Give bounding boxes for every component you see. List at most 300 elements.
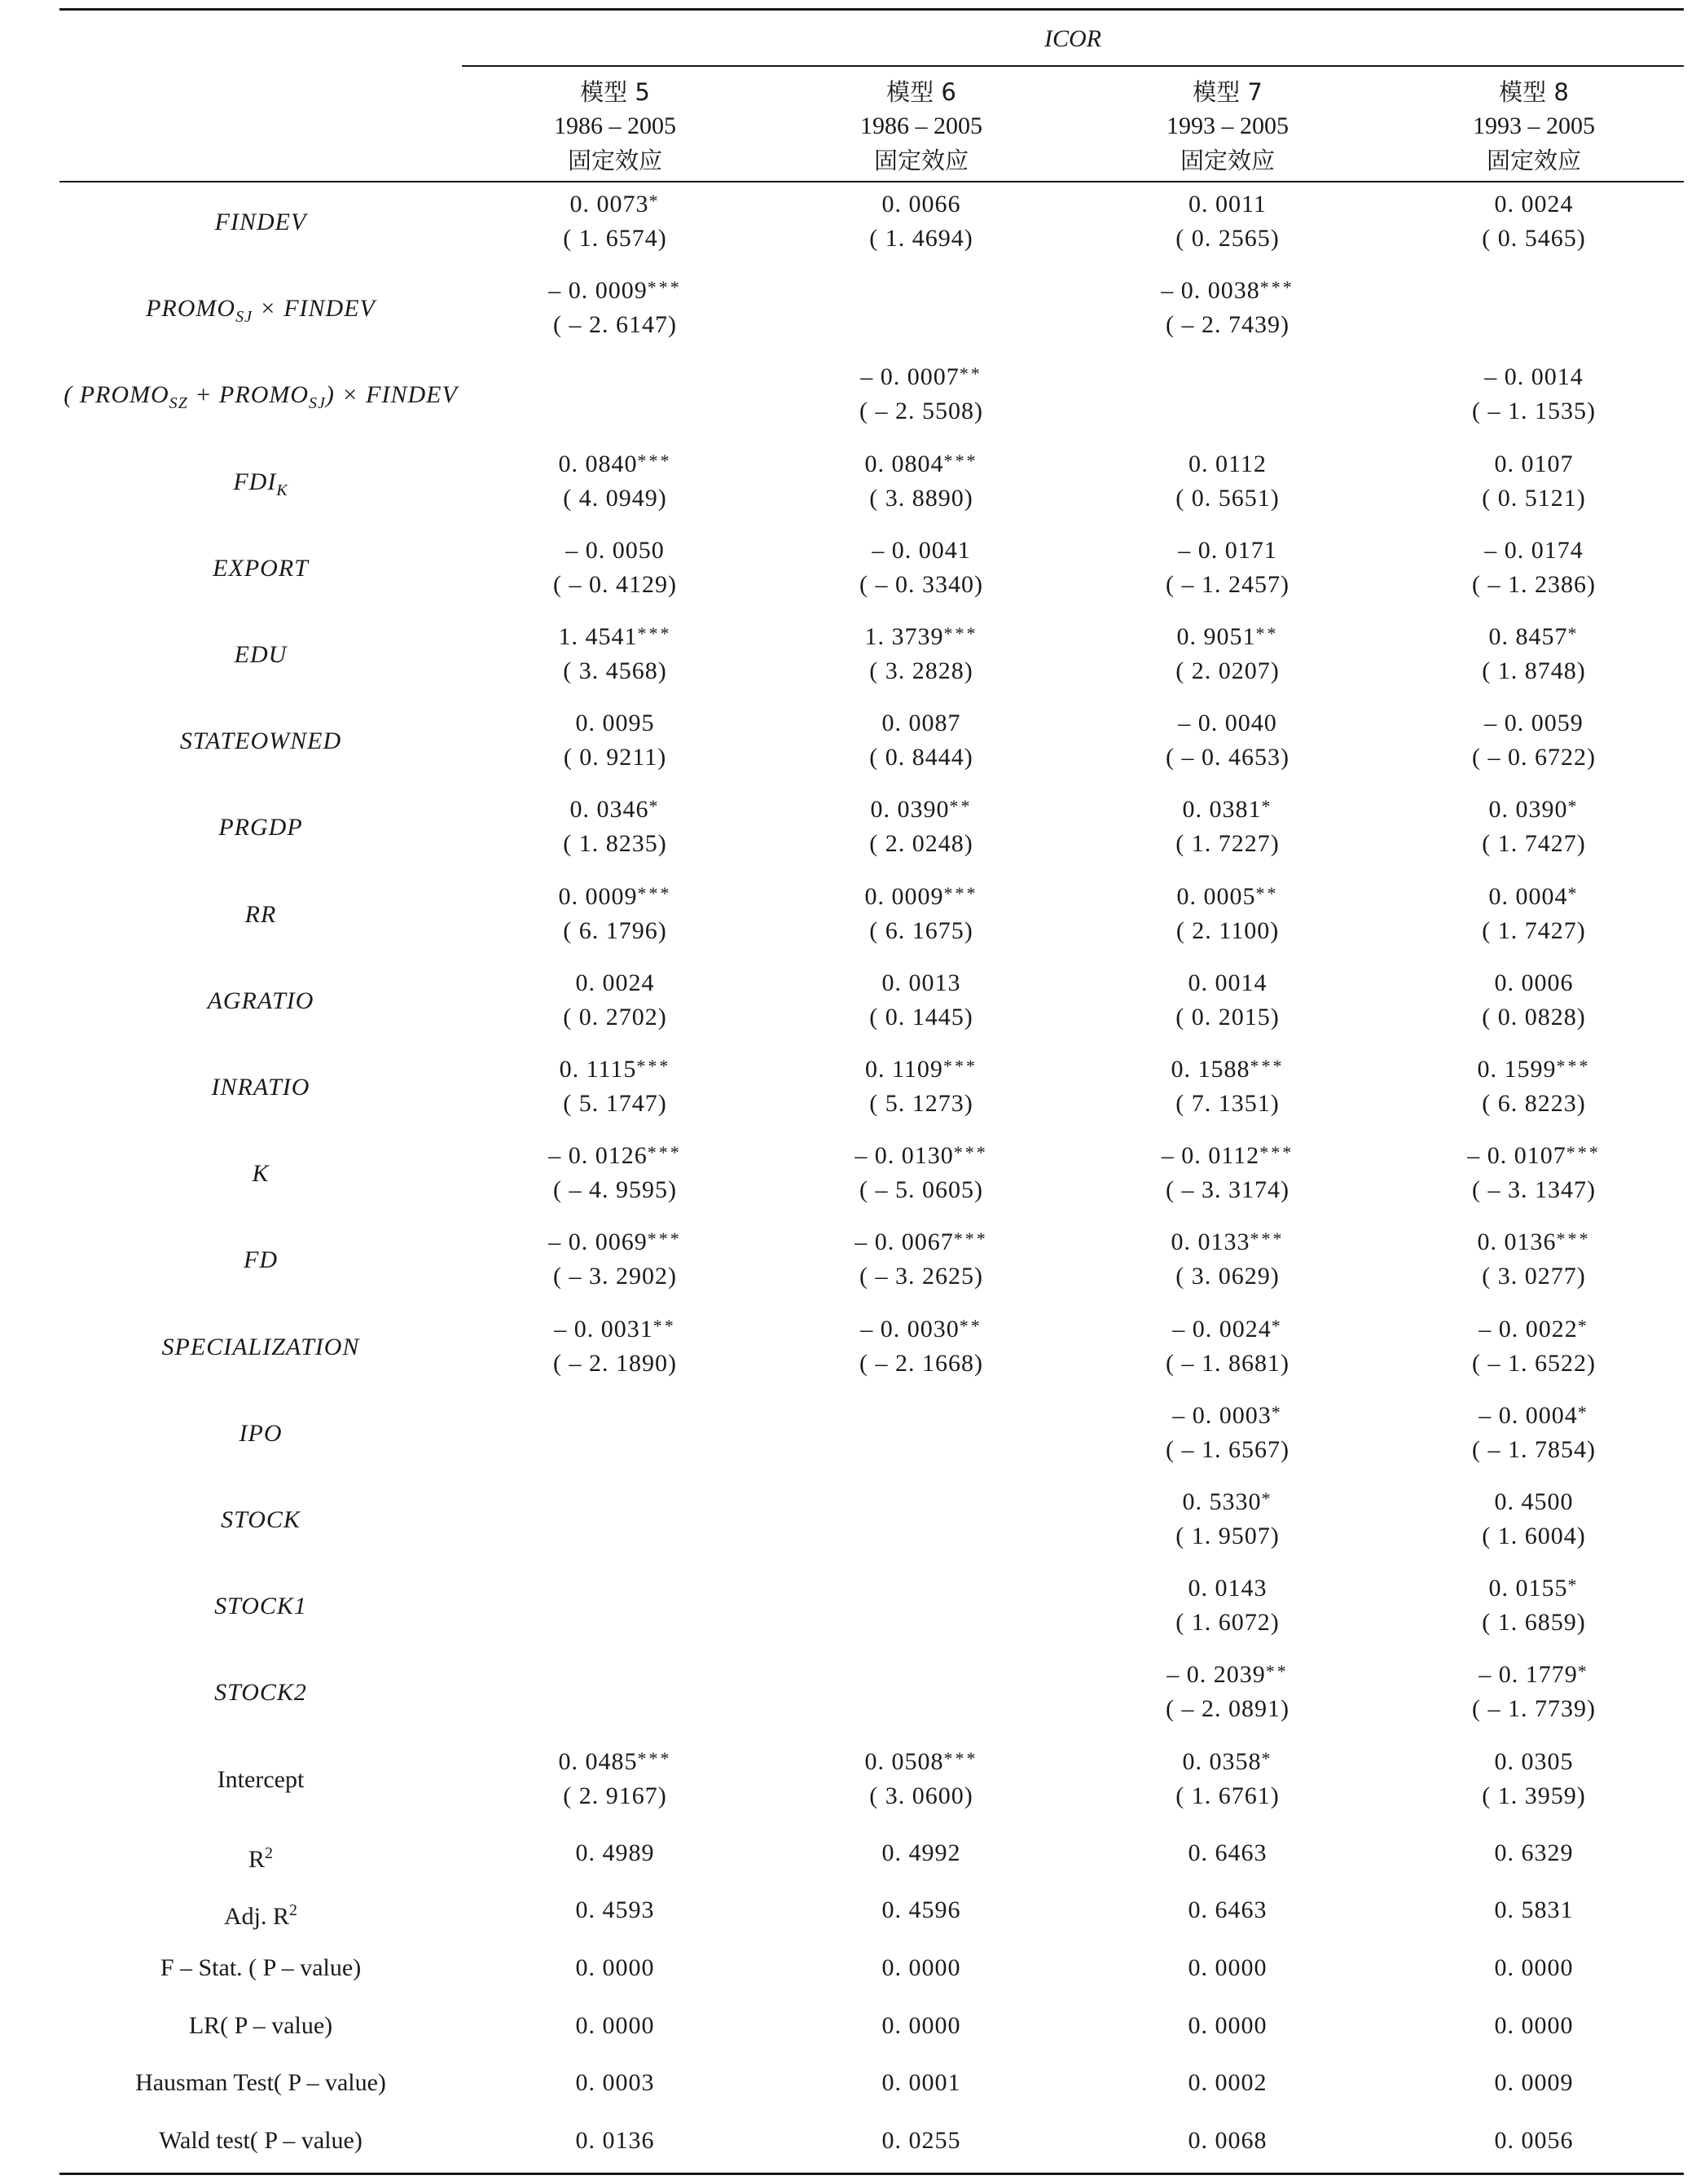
coefficient-cell — [462, 793, 768, 861]
t-statistic: ( – 0. 6722) — [1472, 744, 1596, 771]
coefficient-value: – 0. 0130*** — [855, 1142, 988, 1170]
t-statistic: ( 0. 0828) — [1482, 1003, 1586, 1030]
coefficient-cell — [1074, 1139, 1381, 1207]
coefficient-cell — [462, 1485, 768, 1553]
coefficient-cell — [768, 793, 1074, 861]
coefficient-value — [1074, 360, 1381, 394]
method-label: 固定效应 — [567, 147, 662, 174]
t-statistic: ( 5. 1273) — [869, 1090, 973, 1117]
coefficient-cell — [1381, 620, 1687, 688]
coefficient-cell — [462, 1571, 768, 1640]
row-label: AGRATIO — [207, 987, 314, 1014]
t-statistic: ( 4. 0949) — [563, 484, 667, 512]
coefficient-value: 0. 0009*** — [558, 882, 672, 910]
significance-stars: ** — [1255, 882, 1279, 903]
coefficient-cell — [768, 1745, 1074, 1813]
t-statistic: ( 3. 8890) — [869, 484, 973, 512]
t-statistic: ( 1. 8235) — [563, 830, 667, 858]
significance-stars: *** — [637, 1747, 672, 1769]
t-statistic: ( 0. 2702) — [563, 1003, 667, 1030]
significance-stars: * — [1567, 1575, 1580, 1596]
significance-stars: *** — [1556, 1056, 1591, 1076]
coefficient-cell — [768, 1312, 1074, 1381]
coefficient-value: 0. 0112 — [1189, 450, 1267, 477]
t-statistic: ( 1. 6761) — [1175, 1782, 1280, 1809]
coefficient-value: – 0. 0067*** — [855, 1228, 988, 1256]
stat-label: Wald test( P – value) — [159, 2126, 362, 2154]
t-statistic: ( – 3. 2625) — [859, 1263, 983, 1290]
significance-stars: *** — [943, 450, 978, 471]
row-label: STOCK1 — [214, 1593, 307, 1620]
coefficient-cell — [1381, 1312, 1687, 1381]
t-statistic: ( 5. 1747) — [563, 1090, 667, 1117]
significance-stars: * — [648, 796, 661, 817]
significance-stars: *** — [647, 1142, 682, 1163]
row-label: IPO — [239, 1419, 283, 1447]
coefficient-value — [462, 1571, 768, 1606]
t-statistic: ( 1. 9507) — [1175, 1523, 1280, 1549]
significance-stars: *** — [943, 1747, 978, 1769]
coefficient-value: 0. 0508*** — [864, 1747, 978, 1775]
coefficient-value: – 0. 0107*** — [1467, 1142, 1601, 1170]
coefficient-cell — [1381, 274, 1687, 342]
stat-label: LR( P – value) — [188, 2011, 333, 2039]
coefficient-cell — [768, 187, 1074, 256]
coefficient-value — [462, 1399, 768, 1433]
t-statistic: ( 6. 8223) — [1482, 1090, 1586, 1117]
coefficient-value: 1. 3739*** — [864, 623, 978, 650]
t-statistic: ( 2. 0207) — [1175, 657, 1280, 684]
stat-value: 0. 6329 — [1494, 1839, 1574, 1866]
significance-stars: ** — [959, 363, 982, 385]
t-statistic: ( 3. 2828) — [869, 657, 973, 684]
coefficient-cell — [768, 274, 1074, 342]
coefficient-value: 0. 0305 — [1494, 1747, 1574, 1775]
method-label: 固定效应 — [873, 147, 969, 174]
coefficient-cell — [462, 1312, 768, 1381]
stat-value: 0. 0000 — [1494, 1954, 1574, 1981]
stat-value: 0. 6463 — [1188, 1839, 1268, 1866]
t-statistic — [768, 1692, 1074, 1726]
t-statistic: ( – 2. 7439) — [1166, 311, 1290, 339]
table-bottom-rule — [59, 2173, 1684, 2175]
coefficient-value: – 0. 0014 — [1484, 363, 1584, 391]
coefficient-value: 0. 0804*** — [864, 450, 978, 477]
coefficient-cell — [462, 1399, 768, 1467]
row-label: FD — [244, 1246, 278, 1274]
coefficient-cell — [1074, 447, 1381, 516]
row-label: INRATIO — [211, 1074, 310, 1101]
coefficient-cell — [768, 1658, 1074, 1726]
stat-value: 0. 0000 — [1188, 2011, 1268, 2039]
stat-value: 0. 0000 — [881, 1954, 961, 1981]
t-statistic — [462, 1606, 768, 1640]
coefficient-value: 0. 4500 — [1494, 1488, 1574, 1515]
column-header-model-5 — [462, 75, 768, 178]
coefficient-cell — [768, 880, 1074, 948]
coefficient-cell — [1074, 360, 1381, 428]
header-sub-rule — [462, 65, 1684, 67]
significance-stars: ** — [1265, 1661, 1289, 1682]
t-statistic: ( 0. 2015) — [1175, 1003, 1280, 1030]
stat-value: 0. 0000 — [575, 2011, 655, 2039]
coefficient-cell — [1074, 1485, 1381, 1553]
coefficient-cell — [768, 1399, 1074, 1467]
coefficient-cell — [768, 1225, 1074, 1294]
significance-stars: *** — [942, 1056, 978, 1076]
stat-value: 0. 0056 — [1494, 2126, 1574, 2154]
significance-stars: * — [1567, 796, 1580, 817]
stat-value: 0. 0009 — [1494, 2069, 1574, 2097]
t-statistic: ( 6. 1796) — [563, 916, 667, 944]
significance-stars: *** — [636, 1056, 671, 1076]
coefficient-value: 0. 0087 — [881, 710, 961, 737]
coefficient-cell — [462, 620, 768, 688]
t-statistic: ( 1. 7427) — [1482, 830, 1586, 858]
significance-stars: *** — [637, 623, 672, 644]
coefficient-value — [768, 274, 1074, 308]
header-bottom-rule — [59, 181, 1684, 182]
coefficient-value: 0. 0024 — [575, 969, 655, 996]
model-label: 模型 7 — [1193, 78, 1263, 106]
stat-value: 0. 0000 — [881, 2011, 961, 2039]
coefficient-value: 0. 1109*** — [865, 1056, 978, 1083]
coefficient-cell — [1381, 534, 1687, 602]
row-label: STOCK — [221, 1506, 301, 1533]
coefficient-cell — [1381, 360, 1687, 428]
coefficient-cell — [1381, 1399, 1687, 1467]
row-label: RR — [244, 900, 277, 928]
t-statistic: ( 1. 3959) — [1482, 1782, 1586, 1809]
t-statistic: ( – 2. 5508) — [859, 398, 983, 425]
t-statistic: ( – 4. 9595) — [553, 1176, 677, 1204]
coefficient-cell — [1074, 1745, 1381, 1813]
t-statistic: ( 7. 1351) — [1175, 1090, 1280, 1117]
coefficient-value: – 0. 0007** — [860, 363, 982, 391]
coefficient-value: 0. 0840*** — [558, 450, 672, 477]
coefficient-value — [768, 1658, 1074, 1692]
t-statistic: ( – 2. 1668) — [859, 1349, 983, 1377]
coefficient-value: – 0. 1779* — [1479, 1661, 1589, 1689]
coefficient-value: 0. 5330* — [1182, 1488, 1273, 1515]
coefficient-cell — [462, 447, 768, 516]
t-statistic — [462, 1519, 768, 1553]
t-statistic: ( 1. 6574) — [563, 225, 667, 252]
coefficient-value: 0. 1599*** — [1477, 1056, 1591, 1083]
coefficient-cell — [768, 447, 1074, 516]
stat-value: 0. 0000 — [1188, 1954, 1268, 1981]
t-statistic: ( 1. 7427) — [1482, 916, 1586, 944]
t-statistic: ( 3. 4568) — [563, 657, 667, 684]
method-label: 固定效应 — [1180, 147, 1275, 174]
coefficient-value: 0. 0485*** — [558, 1747, 672, 1775]
significance-stars: ** — [1255, 623, 1279, 644]
coefficient-value — [462, 1485, 768, 1519]
coefficient-cell — [1074, 187, 1381, 256]
coefficient-value: 0. 0013 — [881, 969, 961, 996]
coefficient-value: – 0. 0004* — [1479, 1401, 1589, 1429]
stat-value: 0. 0000 — [1494, 2011, 1574, 2039]
significance-stars: ** — [949, 796, 973, 817]
t-statistic: ( – 2. 1890) — [553, 1349, 677, 1377]
t-statistic: ( – 2. 6147) — [553, 311, 677, 339]
coefficient-value: 0. 0155* — [1488, 1575, 1580, 1602]
coefficient-value: 0. 0358* — [1182, 1747, 1273, 1775]
coefficient-value: 0. 0005** — [1176, 882, 1279, 910]
coefficient-value: – 0. 0040 — [1178, 710, 1277, 737]
coefficient-value: – 0. 0171 — [1178, 536, 1277, 564]
significance-stars: *** — [1250, 1228, 1285, 1250]
coefficient-value — [1381, 274, 1687, 308]
coefficient-cell — [462, 1745, 768, 1813]
stat-value: 0. 0003 — [575, 2069, 655, 2097]
stat-label: $R^2$ — [248, 1843, 273, 1873]
coefficient-cell — [462, 274, 768, 342]
coefficient-cell — [1381, 447, 1687, 516]
coefficient-value: 0. 0346* — [569, 796, 661, 824]
coefficient-value: 1. 4541*** — [558, 623, 672, 650]
t-statistic — [768, 1519, 1074, 1553]
stat-value: 0. 0068 — [1188, 2126, 1268, 2154]
stat-value: 0. 4596 — [881, 1896, 961, 1924]
coefficient-value: – 0. 0022* — [1479, 1315, 1589, 1342]
coefficient-cell — [1381, 1139, 1687, 1207]
t-statistic: ( 0. 5121) — [1482, 484, 1586, 512]
coefficient-cell — [768, 1571, 1074, 1640]
coefficient-value: 0. 0390* — [1488, 796, 1580, 824]
t-statistic: ( – 1. 6522) — [1472, 1349, 1596, 1377]
coefficient-value: – 0. 0031** — [554, 1315, 676, 1342]
significance-stars: *** — [1259, 277, 1294, 298]
coefficient-cell — [1381, 1658, 1687, 1726]
coefficient-cell — [462, 534, 768, 602]
t-statistic: ( 0. 8444) — [869, 744, 973, 771]
coefficient-cell — [1074, 620, 1381, 688]
coefficient-cell — [768, 1139, 1074, 1207]
t-statistic: ( – 1. 2386) — [1472, 570, 1596, 598]
t-statistic: ( 0. 2565) — [1175, 225, 1280, 252]
row-label: STATEOWNED — [179, 727, 342, 755]
coefficient-value: 0. 0143 — [1188, 1575, 1268, 1602]
coefficient-cell — [462, 1052, 768, 1121]
coefficient-cell — [1074, 793, 1381, 861]
t-statistic — [768, 308, 1074, 342]
t-statistic: ( – 1. 8681) — [1166, 1349, 1290, 1377]
coefficient-value — [462, 360, 768, 394]
coefficient-value — [768, 1399, 1074, 1433]
significance-stars: *** — [647, 1228, 682, 1250]
coefficient-value: 0. 0009*** — [864, 882, 978, 910]
significance-stars: *** — [1250, 1056, 1285, 1076]
period-label: 1986 – 2005 — [554, 112, 676, 139]
coefficient-value: 0. 0066 — [881, 191, 961, 218]
t-statistic: ( – 1. 6567) — [1166, 1435, 1290, 1463]
coefficient-value: 0. 0004* — [1488, 882, 1580, 910]
t-statistic — [1074, 394, 1381, 428]
stat-value: 0. 4593 — [575, 1896, 655, 1924]
t-statistic: ( 1. 6072) — [1175, 1609, 1280, 1637]
column-header-model-8 — [1381, 75, 1687, 178]
stat-label: F – Stat. ( P – value) — [160, 1954, 362, 1981]
stat-value: 0. 4992 — [881, 1839, 961, 1866]
row-label: EXPORT — [213, 554, 309, 582]
t-statistic: ( 0. 5465) — [1482, 225, 1586, 252]
t-statistic: ( 3. 0600) — [869, 1782, 973, 1809]
coefficient-cell — [768, 966, 1074, 1035]
significance-stars: *** — [943, 623, 978, 644]
coefficient-cell — [462, 187, 768, 256]
coefficient-cell — [1074, 274, 1381, 342]
coefficient-cell — [768, 534, 1074, 602]
coefficient-cell — [462, 360, 768, 428]
row-label: Intercept — [217, 1765, 305, 1793]
significance-stars: * — [1577, 1315, 1589, 1336]
stat-label: Hausman Test( P – value) — [135, 2069, 386, 2097]
coefficient-value: 0. 1115*** — [559, 1056, 671, 1083]
coefficient-cell — [1381, 1485, 1687, 1553]
coefficient-value: – 0. 0003* — [1172, 1401, 1283, 1429]
coefficient-value: – 0. 0050 — [565, 536, 665, 564]
t-statistic: ( – 3. 1347) — [1472, 1176, 1596, 1204]
t-statistic — [462, 1433, 768, 1467]
coefficient-value: – 0. 0041 — [872, 536, 971, 564]
coefficient-value: 0. 0006 — [1494, 969, 1574, 996]
coefficient-value: 0. 0133*** — [1171, 1228, 1285, 1256]
significance-stars: * — [1577, 1661, 1589, 1682]
coefficient-value: – 0. 0009*** — [548, 277, 682, 305]
t-statistic: ( 0. 9211) — [563, 744, 667, 771]
significance-stars: * — [648, 191, 661, 211]
coefficient-cell — [1381, 966, 1687, 1035]
t-statistic — [768, 1606, 1074, 1640]
coefficient-cell — [1381, 880, 1687, 948]
coefficient-value: – 0. 0069*** — [548, 1228, 682, 1256]
row-label: SPECIALIZATION — [161, 1333, 360, 1360]
coefficient-cell — [1074, 706, 1381, 775]
coefficient-value — [768, 1485, 1074, 1519]
coefficient-value: 0. 0136*** — [1477, 1228, 1591, 1256]
significance-stars: ** — [652, 1315, 676, 1336]
coefficient-value — [462, 1658, 768, 1692]
coefficient-cell — [462, 1139, 768, 1207]
significance-stars: *** — [953, 1142, 988, 1163]
coefficient-cell — [1381, 1571, 1687, 1640]
coefficient-value: – 0. 0126*** — [548, 1142, 682, 1170]
significance-stars: * — [1261, 1488, 1273, 1509]
t-statistic: ( 1. 6004) — [1482, 1523, 1586, 1549]
t-statistic: ( – 1. 7854) — [1472, 1435, 1596, 1463]
coefficient-cell — [1074, 534, 1381, 602]
coefficient-cell — [768, 620, 1074, 688]
coefficient-cell — [1074, 1052, 1381, 1121]
significance-stars: *** — [943, 882, 978, 903]
coefficient-cell — [1381, 706, 1687, 775]
coefficient-cell — [1074, 1225, 1381, 1294]
row-label: ( $PROMO_{SZ}$ + $PROMO_{SJ}$) × FINDEV — [64, 381, 458, 413]
t-statistic: ( – 2. 0891) — [1166, 1695, 1290, 1723]
stat-value: 0. 4989 — [575, 1839, 655, 1866]
significance-stars: * — [1271, 1315, 1283, 1336]
stat-value: 0. 0000 — [575, 1954, 655, 1981]
model-label: 模型 8 — [1499, 78, 1569, 106]
t-statistic: ( 2. 1100) — [1175, 916, 1280, 944]
significance-stars: * — [1261, 1747, 1273, 1769]
coefficient-cell — [462, 880, 768, 948]
coefficient-cell — [768, 706, 1074, 775]
coefficient-value: 0. 0107 — [1494, 450, 1574, 477]
t-statistic: ( – 5. 0605) — [859, 1176, 983, 1204]
row-label: FINDEV — [214, 209, 307, 235]
coefficient-cell — [462, 706, 768, 775]
row-label: K — [252, 1160, 270, 1188]
t-statistic: ( – 1. 7739) — [1472, 1695, 1596, 1723]
coefficient-cell — [1381, 1225, 1687, 1294]
coefficient-value: 0. 0014 — [1188, 969, 1268, 996]
t-statistic: ( 1. 8748) — [1482, 657, 1586, 684]
method-label: 固定效应 — [1486, 147, 1581, 174]
column-header-model-7 — [1074, 75, 1381, 178]
coefficient-value: 0. 0024 — [1494, 191, 1574, 218]
row-label: $PROMO_{SJ}$ × FINDEV — [146, 295, 376, 327]
t-statistic: ( 3. 0629) — [1175, 1263, 1280, 1290]
t-statistic: ( – 0. 4653) — [1166, 744, 1290, 771]
stat-value: 0. 0001 — [881, 2069, 961, 2097]
t-statistic: ( – 0. 3340) — [859, 570, 983, 598]
model-label: 模型 5 — [580, 78, 650, 106]
significance-stars: * — [1271, 1401, 1283, 1422]
row-label: STOCK2 — [214, 1679, 307, 1707]
t-statistic: ( 1. 6859) — [1482, 1609, 1586, 1637]
coefficient-value: – 0. 2039** — [1167, 1661, 1289, 1689]
row-label: EDU — [234, 641, 288, 668]
coefficient-value: 0. 0381* — [1182, 796, 1273, 824]
period-label: 1993 – 2005 — [1167, 112, 1289, 139]
coefficient-cell — [1381, 187, 1687, 256]
model-label: 模型 6 — [886, 78, 956, 106]
significance-stars: *** — [953, 1228, 988, 1250]
t-statistic: ( 6. 1675) — [869, 916, 973, 944]
coefficient-cell — [462, 966, 768, 1035]
t-statistic: ( – 3. 3174) — [1166, 1176, 1290, 1204]
t-statistic — [1381, 308, 1687, 342]
coefficient-value: – 0. 0174 — [1484, 536, 1584, 564]
t-statistic: ( 0. 5651) — [1175, 484, 1280, 512]
stat-value: 0. 0002 — [1188, 2069, 1268, 2097]
t-statistic: ( 3. 0277) — [1482, 1263, 1586, 1290]
t-statistic — [768, 1433, 1074, 1467]
coefficient-cell — [1074, 1658, 1381, 1726]
coefficient-cell — [768, 1485, 1074, 1553]
t-statistic: ( – 1. 1535) — [1472, 398, 1596, 425]
t-statistic: ( – 1. 2457) — [1166, 570, 1290, 598]
row-label: PRGDP — [218, 814, 303, 842]
significance-stars: *** — [647, 277, 682, 298]
significance-stars: *** — [1556, 1228, 1591, 1250]
coefficient-cell — [1074, 966, 1381, 1035]
t-statistic: ( 2. 9167) — [563, 1782, 667, 1809]
coefficient-value: – 0. 0059 — [1484, 710, 1584, 737]
significance-stars: * — [1567, 882, 1580, 903]
coefficient-value: – 0. 0038*** — [1161, 277, 1294, 305]
coefficient-cell — [1074, 1571, 1381, 1640]
significance-stars: * — [1261, 796, 1273, 817]
column-header-model-6 — [768, 75, 1074, 178]
significance-stars: *** — [1566, 1142, 1601, 1163]
coefficient-value: 0. 9051** — [1176, 623, 1279, 650]
t-statistic: ( 0. 1445) — [869, 1003, 973, 1030]
significance-stars: * — [1577, 1401, 1589, 1422]
coefficient-value: – 0. 0112*** — [1161, 1142, 1294, 1170]
